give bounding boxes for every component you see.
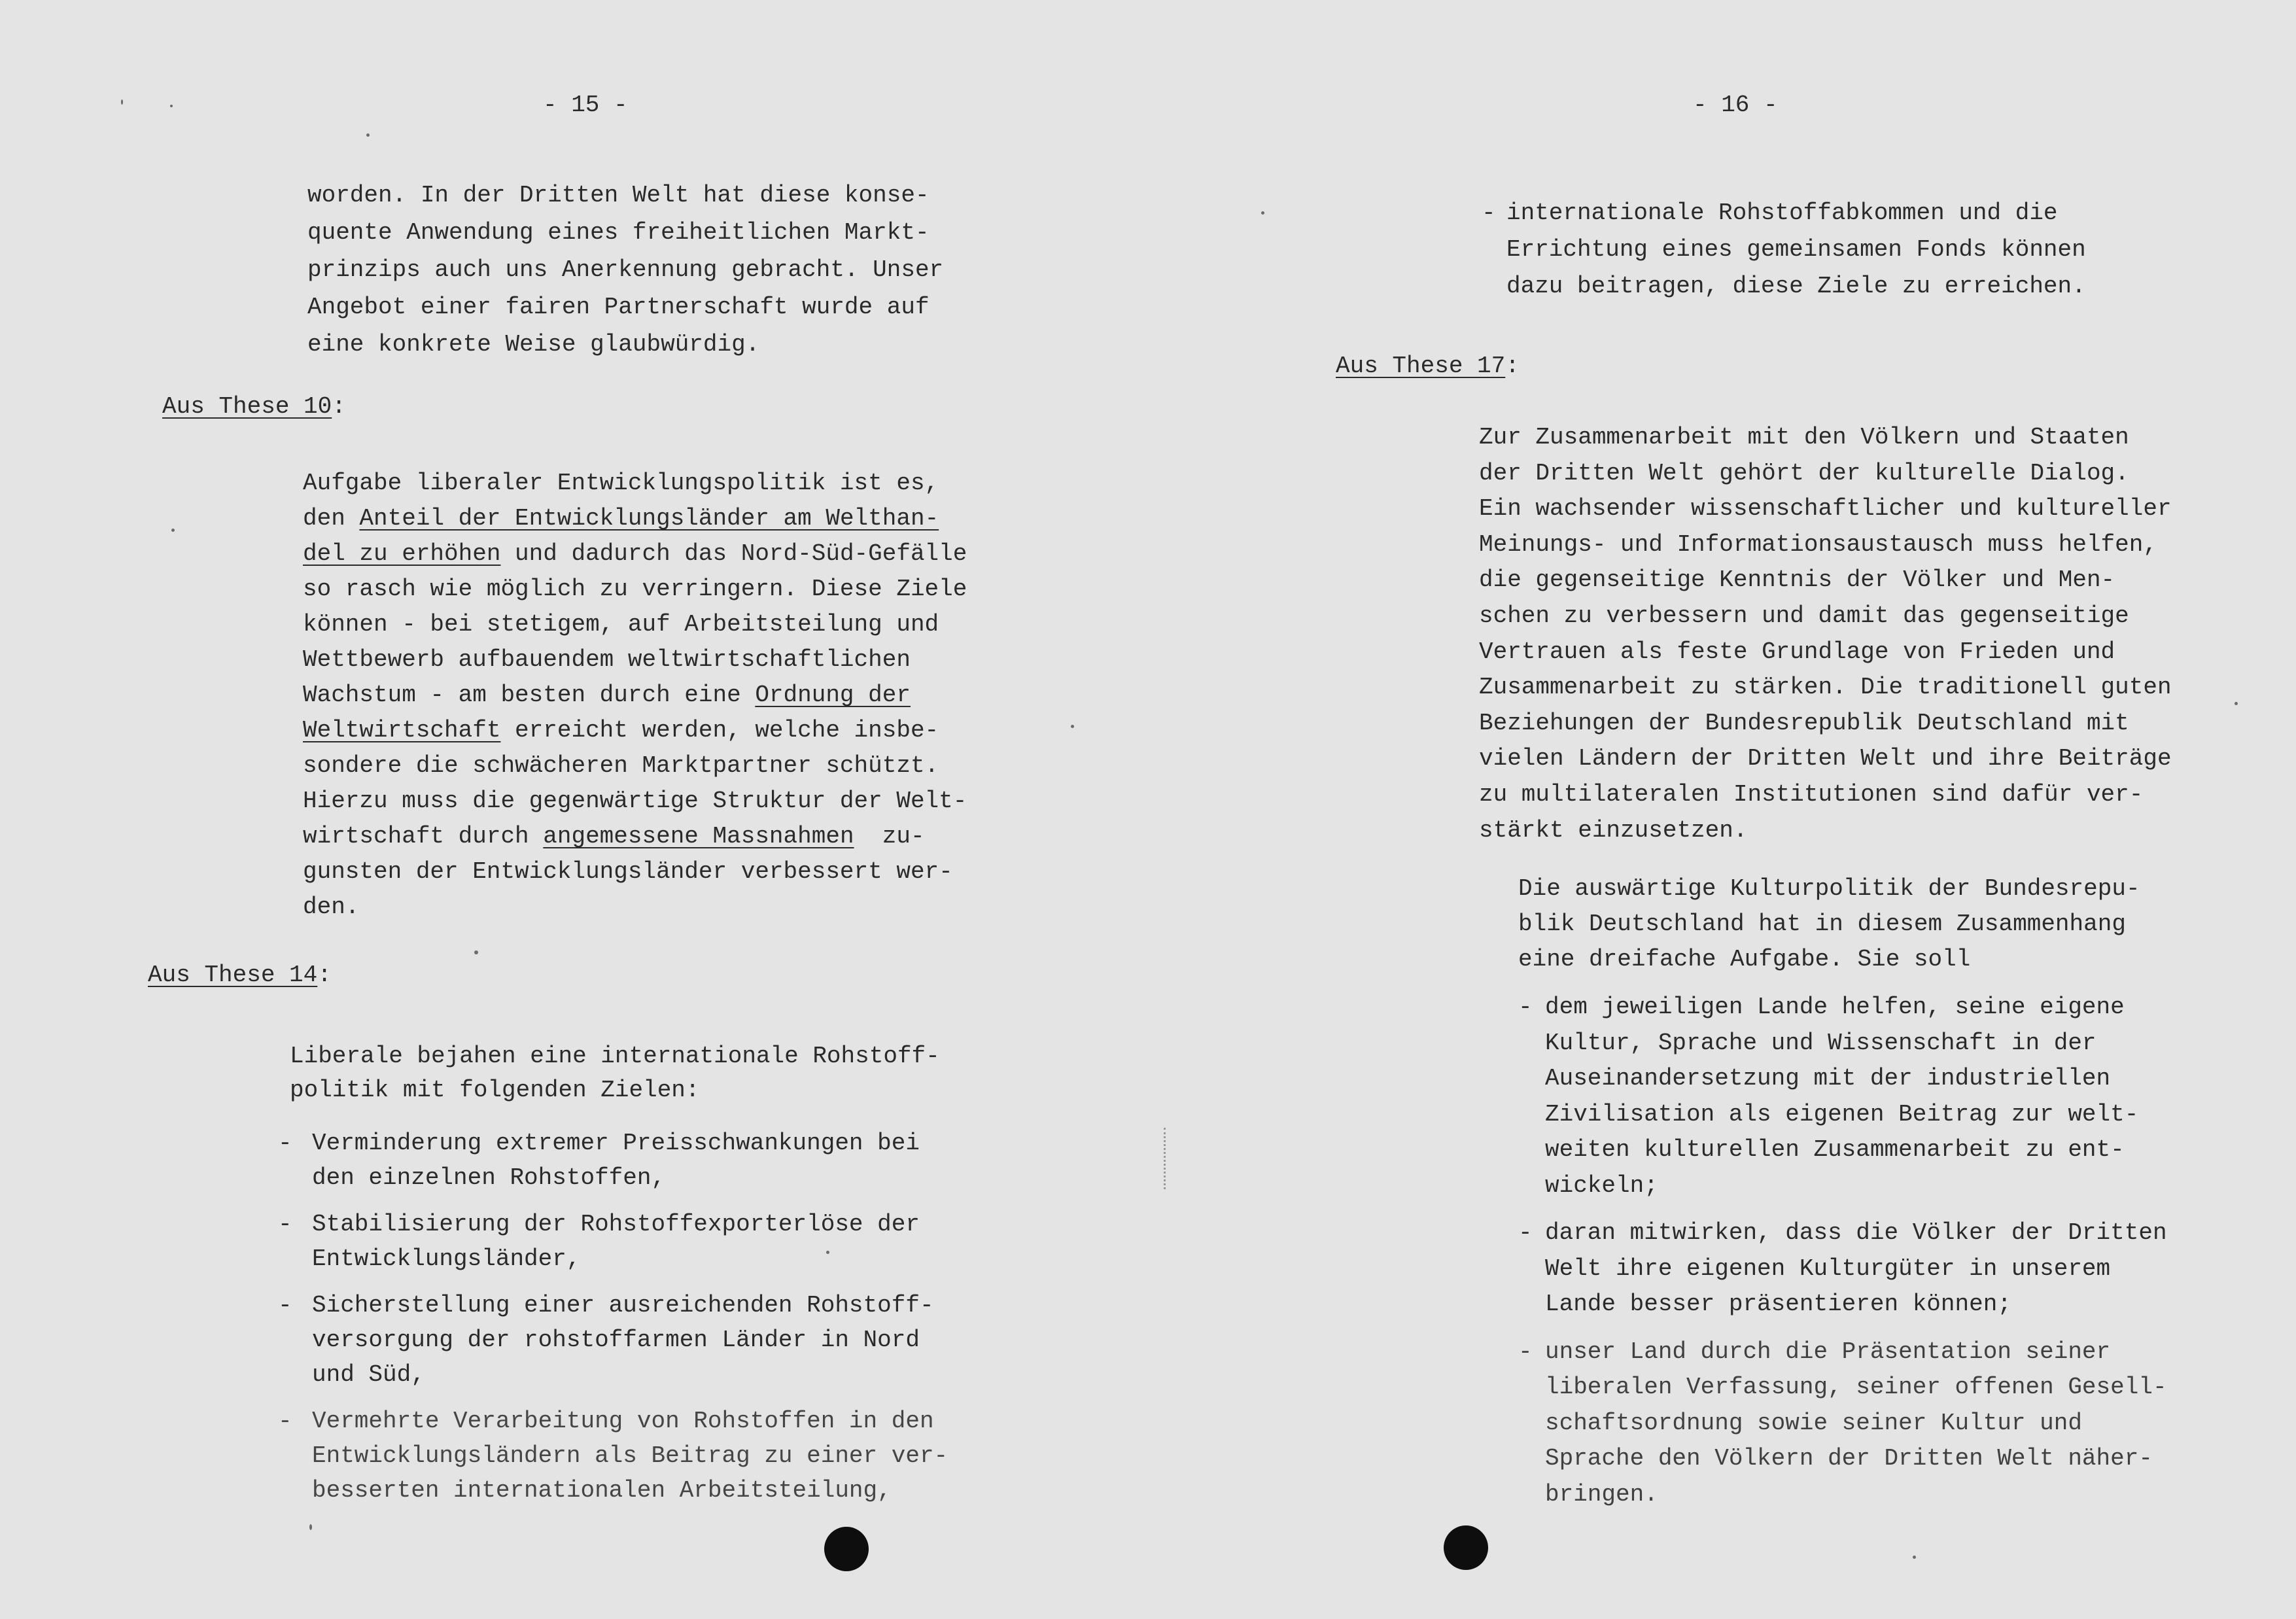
text-line: bringen. [1545,1480,1658,1508]
text-line: Die auswärtige Kulturpolitik der Bundesrepu- [1518,875,2140,902]
underlined-text: angemessene Massnahmen [543,823,854,850]
text-line: Wettbewerb aufbauendem weltwirtschaftlichen [303,646,911,673]
bullet-item [278,1404,948,1508]
text-line: weiten kulturellen Zusammenarbeit zu ent- [1545,1136,2125,1163]
text-line: den. [303,894,360,920]
bullet-item [278,1126,948,1195]
text-line: Welt ihre eigenen Kulturgüter in unserem [1545,1255,2111,1282]
scan-speck [366,133,370,137]
paragraph [303,466,967,925]
text-line: Meinungs- und Informationsaustausch muss helfen, [1479,531,2157,558]
section-heading [148,958,332,993]
text-segment: erreicht werden, welche insbe- [500,717,939,744]
text-line: prinzips auch uns Anerkennung gebracht. Unser [307,256,944,283]
text-line: gunsten der Entwicklungsländer verbessert wer- [303,858,953,885]
text-line: quente Anwendung eines freiheitlichen Markt- [307,219,930,246]
text-line: unser Land durch die Präsentation seiner [1545,1338,2111,1365]
text-line: daran mitwirken, dass die Völker der Dritten [1545,1219,2167,1246]
bullet-text [312,1126,948,1195]
text-line: können - bei stetigem, auf Arbeitsteilung und [303,611,939,638]
text-line [303,536,967,572]
bullet-item [1518,1334,2167,1513]
text-segment: und dadurch das Nord-Süd-Gefälle [500,540,967,567]
paragraph [290,1039,940,1107]
bullet-dash: - [1518,1219,1533,1246]
bullet-dash: - [278,1211,292,1238]
text-line: Verminderung extremer Preisschwankungen bei [312,1130,920,1157]
bullet-dash: - [278,1408,292,1435]
text-line [303,713,967,748]
page-right [1148,0,2296,1619]
bullet-text [1506,195,2086,305]
scan-speck [474,950,478,954]
underlined-text: del zu erhöhen [303,540,501,567]
bullet-dash: - [1518,1338,1533,1365]
section-heading-label: Aus These 14 [148,962,318,988]
text-line: Zivilisation als eigenen Beitrag zur welt- [1545,1100,2139,1128]
bullet-list [1482,195,2086,317]
underlined-text: Ordnung der [755,682,911,708]
section-heading-colon: : [1505,353,1520,379]
text-line: eine dreifache Aufgabe. Sie soll [1518,946,1971,973]
bullet-item [1518,990,2167,1204]
text-line: der Dritten Welt gehört der kulturelle Dialog. [1479,459,2129,487]
text-line: und Süd, [312,1361,425,1388]
text-line: liberalen Verfassung, seiner offenen Gesell- [1545,1374,2167,1401]
text-line: versorgung der rohstoffarmen Länder in Nord [312,1327,920,1353]
text-line: Vermehrte Verarbeitung von Rohstoffen in den [312,1408,934,1435]
text-line: Zusammenarbeit zu stärken. Die traditionell guten [1479,674,2172,701]
text-line: stärkt einzusetzen. [1479,816,1748,844]
section-heading-colon: : [332,393,346,420]
paragraph [1479,420,2172,848]
text-line: blik Deutschland hat in diesem Zusammenhang [1518,911,2126,937]
bullet-text [312,1288,948,1392]
bullet-dash: - [1518,994,1533,1020]
text-line: Kultur, Sprache und Wissenschaft in der [1545,1029,2096,1056]
punch-hole [824,1527,869,1571]
bullet-item [1482,195,2086,305]
bullet-item [1518,1215,2167,1323]
text-line [303,501,967,536]
bullet-item [278,1288,948,1392]
text-line: politik mit folgenden Zielen: [290,1077,700,1104]
text-line: den einzelnen Rohstoffen, [312,1164,666,1191]
text-line [303,678,967,713]
scan-speck [170,105,173,107]
page-number: - 16 - [1693,92,1778,118]
scan-speck [309,1524,312,1530]
paragraph [1518,871,2140,977]
bullet-text [1545,1215,2167,1323]
text-line: schaftsordnung sowie seiner Kultur und [1545,1409,2082,1436]
bullet-text [312,1207,948,1276]
text-line: die gegenseitige Kenntnis der Völker und Men- [1479,566,2115,594]
bullet-list [278,1126,948,1520]
text-line: Ein wachsender wissenschaftlicher und kultureller [1479,495,2172,523]
bullet-text [1545,1334,2167,1513]
text-line: zu multilateralen Institutionen sind dafür ver- [1479,780,2144,808]
text-line: Sprache den Völkern der Dritten Welt näher- [1545,1445,2153,1472]
text-line: Lande besser präsentieren können; [1545,1291,2011,1317]
text-line: Zur Zusammenarbeit mit den Völkern und Staaten [1479,424,2129,451]
text-line: Sicherstellung einer ausreichenden Rohstoff- [312,1292,934,1319]
section-heading-label: Aus These 10 [162,393,332,420]
bullet-text [312,1404,948,1508]
text-line: besserten internationalen Arbeitsteilung, [312,1477,892,1504]
punch-hole [1444,1525,1488,1570]
bullet-dash: - [1482,200,1496,226]
text-line: Auseinandersetzung mit der industriellen [1545,1065,2111,1092]
scan-speck [826,1251,829,1254]
section-heading-label: Aus These 17 [1336,353,1506,379]
text-segment: den [303,505,360,532]
text-line: Angebot einer fairen Partnerschaft wurde auf [307,294,930,321]
bullet-list [1518,990,2167,1524]
text-line: Entwicklungsländern als Beitrag zu einer ver- [312,1442,948,1469]
text-line: dem jeweiligen Lande helfen, seine eigene [1545,994,2125,1020]
bullet-dash: - [278,1130,292,1157]
text-line: Errichtung eines gemeinsamen Fonds können [1506,236,2086,263]
paragraph [307,177,943,363]
text-segment: Wachstum - am besten durch eine [303,682,756,708]
bullet-dash: - [278,1292,292,1319]
text-line: vielen Ländern der Dritten Welt und ihre Beiträge [1479,745,2172,773]
scan-speck [1071,725,1074,728]
scan-speck [1261,211,1264,215]
text-line: sondere die schwächeren Marktpartner schützt. [303,752,939,779]
text-line: Entwicklungsländer, [312,1245,581,1272]
section-heading-colon: : [317,962,332,988]
text-line: worden. In der Dritten Welt hat diese konse- [307,182,930,209]
text-line: Hierzu muss die gegenwärtige Struktur der Welt- [303,788,967,814]
underlined-text: Weltwirtschaft [303,717,501,744]
text-line: wickeln; [1545,1172,1658,1199]
text-line: Liberale bejahen eine internationale Rohstoff- [290,1043,940,1070]
text-segment: wirtschaft durch [303,823,544,850]
scan-speck [1913,1556,1916,1559]
text-line: Vertrauen als feste Grundlage von Frieden und [1479,638,2115,665]
section-heading [1336,349,1520,384]
text-segment: zu- [854,823,925,850]
scan-speck [121,99,123,105]
bullet-text [1545,990,2167,1204]
text-line: schen zu verbessern und damit das gegenseitige [1479,602,2129,629]
text-line [303,819,967,854]
text-line: Beziehungen der Bundesrepublik Deutschland mit [1479,709,2129,737]
page-number: - 15 - [543,92,628,118]
scan-speck [2235,702,2238,705]
text-line: Aufgabe liberaler Entwicklungspolitik ist es, [303,470,939,496]
text-line: eine konkrete Weise glaubwürdig. [307,331,760,358]
section-heading [162,389,346,425]
bullet-item [278,1207,948,1276]
scan-fold-mark [1164,1128,1166,1189]
text-line: so rasch wie möglich zu verringern. Diese Ziele [303,576,967,602]
text-line: dazu beitragen, diese Ziele zu erreichen. [1506,273,2086,300]
text-line: Stabilisierung der Rohstoffexporterlöse der [312,1211,920,1238]
scan-speck [171,529,175,532]
underlined-text: Anteil der Entwicklungsländer am Welthan- [359,505,939,532]
text-line: internationale Rohstoffabkommen und die [1506,200,2058,226]
